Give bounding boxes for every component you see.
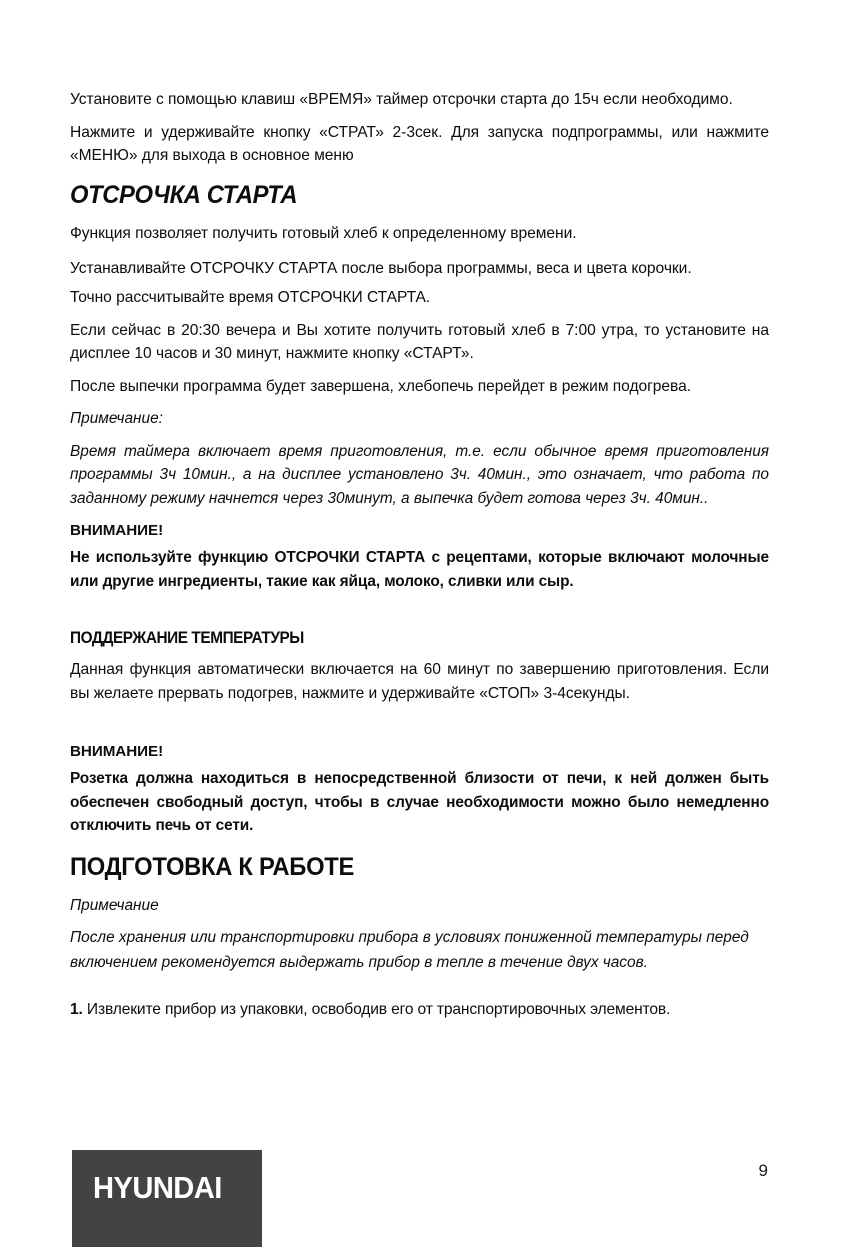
step-number: 1. [70, 1001, 83, 1018]
delay-start-paragraph-3: Точно рассчитывайте время ОТСРОЧКИ СТАРТА. [70, 289, 431, 306]
attention-text-delay-start: Не используйте функцию ОТСРОЧКИ СТАРТА с рецептами, которые включают молочные или другие ингредиенты, такие как яйца, молоко, сливки или сыр. [70, 549, 769, 590]
delay-start-paragraph-5: После выпечки программа будет завершена, хлебопечь перейдет в режим подогрева. [70, 377, 691, 395]
spacer-before-keep-warm [70, 593, 769, 627]
attention-text-outlet: Розетка должна находиться в непосредственной близости от печи, к ней должен быть обеспечен свободный доступ, чтобы в случае необходимости можно было немедленно отключить печь от сети. [70, 770, 769, 834]
attention-label-outlet: ВНИМАНИЕ! [70, 743, 164, 760]
step-text: Извлеките прибор из упаковки, освободив его от транспортировочных элементов. [86, 1001, 671, 1018]
heading-delay-start: ОТСРОЧКА СТАРТА [70, 180, 298, 209]
delay-start-paragraph-4: Если сейчас в 20:30 вечера и Вы хотите получить готовый хлеб в 7:00 утра, то установите на дисплее 10 часов и 30 минут, нажмите кнопку «СТАРТ». [70, 321, 769, 362]
spacer-before-attention-2 [70, 714, 769, 740]
delay-start-note-label: Примечание: [70, 410, 163, 427]
intro-paragraph-1: Установите с помощью клавиш «ВРЕМЯ» таймер отсрочки старта до 15ч если необходимо. [70, 91, 733, 108]
delay-start-note-text: Время таймера включает время приготовления, т.е. если обычное время приготовления программы 3ч 10мин., а на дисплее установлено 3ч. 40мин., это означает, что работа по заданному режиму начнется через 30минут, а выпечка будет готова через 3ч. 40мин.. [70, 442, 769, 507]
attention-label-delay-start: ВНИМАНИЕ! [70, 522, 164, 539]
heading-preparation: ПОДГОТОВКА К РАБОТЕ [70, 852, 355, 881]
preparation-step-1 [70, 998, 769, 1022]
intro-paragraph-2: Нажмите и удерживайте кнопку «СТРАТ» 2-3сек. Для запуска подпрограммы, или нажмите «МЕНЮ» для выхода в основное меню [70, 123, 769, 164]
spacer-before-step-1 [70, 984, 769, 998]
keep-warm-paragraph-1: Данная функция автоматически включается на 60 минут по завершению приготовления. Если вы желаете прервать подогрев, нажмите и удерживайте «СТОП» 3-4секунды. [70, 661, 769, 702]
preparation-note-label: Примечание [70, 896, 159, 914]
page-content [70, 88, 769, 1022]
page-number: 9 [758, 1161, 768, 1180]
preparation-note-text: После хранения или транспортировки прибора в условиях пониженной температуры перед включением рекомендуется выдержать прибор в тепле в течение двух часов. [70, 929, 749, 971]
heading-keep-warm: ПОДДЕРЖАНИЕ ТЕМПЕРАТУРЫ [70, 629, 304, 647]
delay-start-paragraph-2: Устанавливайте ОТСРОЧКУ СТАРТА после выбора программы, веса и цвета корочки. [70, 260, 692, 277]
delay-start-paragraph-1: Функция позволяет получить готовый хлеб к определенному времени. [70, 224, 577, 242]
hyundai-logo-text: HYUNDAI [93, 1170, 222, 1205]
